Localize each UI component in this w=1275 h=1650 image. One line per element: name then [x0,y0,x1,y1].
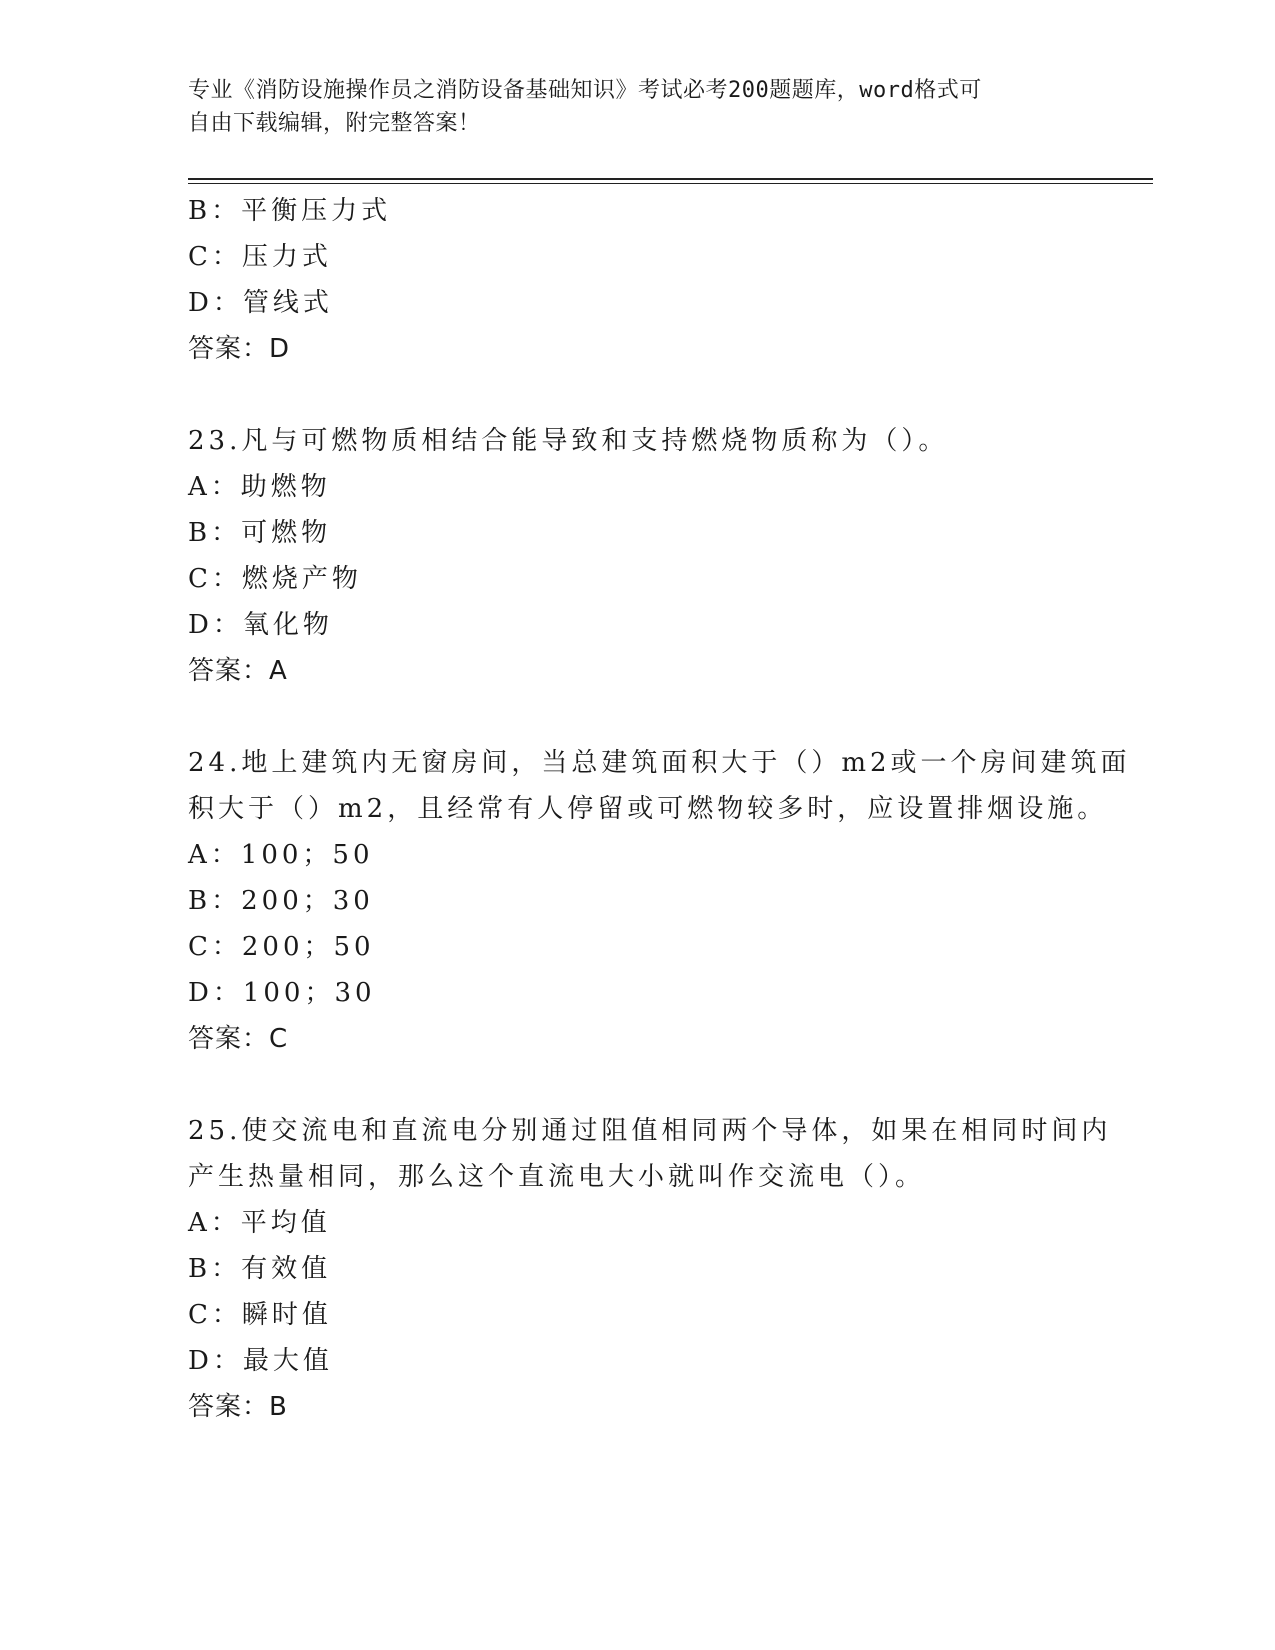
option-c: C：200；50 [188,932,375,962]
question-24 [188,740,1131,1062]
question-text: 23.凡与可燃物质相结合能导致和支持燃烧物质称为（）。 [188,426,949,456]
option-c: C：瞬时值 [188,1300,332,1330]
question-text-line-1: 24.地上建筑内无窗房间，当总建筑面积大于（）m2或一个房间建筑面 [188,748,1131,778]
header-line-1: 专业《消防设施操作员之消防设备基础知识》考试必考200题题库，word格式可 [188,78,982,103]
partial-question [188,188,1088,372]
spacer [188,372,1088,418]
option-a: A：助燃物 [188,472,331,502]
answer-line: 答案：B [188,1392,288,1422]
option-a: A：平均值 [188,1208,331,1238]
option-b: B：可燃物 [188,518,332,548]
question-text-line-2: 积大于（）m2，且经常有人停留或可燃物较多时，应设置排烟设施。 [188,794,1108,824]
option-b: B：200；30 [188,886,374,916]
spacer [188,694,1088,740]
option-a: A：100；50 [188,840,374,870]
option-d: D：100；30 [188,978,376,1008]
question-text-line-1: 25.使交流电和直流电分别通过阻值相同两个导体，如果在相同时间内 [188,1116,1112,1146]
answer-line: 答案：D [188,334,291,364]
option-b: B：平衡压力式 [188,196,392,226]
header-divider-thick [188,178,1153,180]
option-d: D：最大值 [188,1346,333,1376]
answer-line: 答案：C [188,1024,289,1054]
question-23 [188,418,1088,694]
question-text-line-2: 产生热量相同，那么这个直流电大小就叫作交流电（）。 [188,1162,926,1192]
question-list [188,188,1131,1430]
answer-line: 答案：A [188,656,288,686]
document-header [188,74,1088,140]
option-d: D：管线式 [188,288,333,318]
option-d: D：氧化物 [188,610,333,640]
spacer [188,1062,1088,1108]
option-b: B：有效值 [188,1254,332,1284]
option-c: C：压力式 [188,242,332,272]
question-25 [188,1108,1112,1430]
option-c: C：燃烧产物 [188,564,362,594]
header-divider-thin [188,183,1153,184]
header-line-2: 自由下载编辑，附完整答案！ [188,111,481,136]
